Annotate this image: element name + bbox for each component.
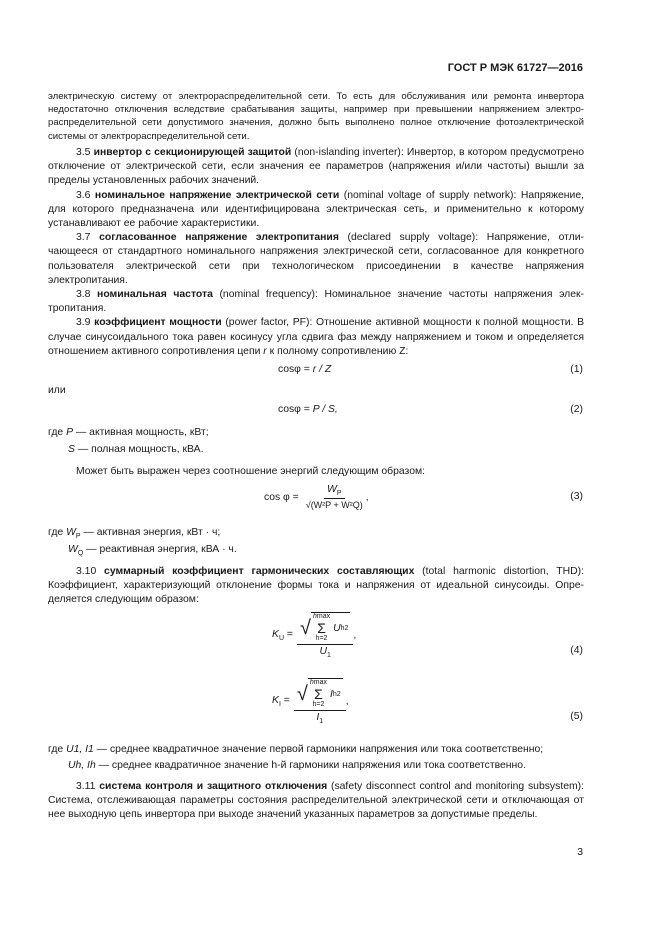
- section-3-9: [48, 316, 584, 359]
- symbol: P: [66, 427, 73, 438]
- where-prefix: где: [48, 427, 67, 438]
- phi-symbol: φ: [294, 404, 301, 415]
- or-word: или: [48, 385, 66, 396]
- dash: —: [83, 544, 100, 555]
- section-number: 3.6: [76, 189, 91, 201]
- where-prefix: где: [48, 744, 67, 755]
- var-k: K: [272, 695, 279, 706]
- intro-text: электрическую систему от электрораспределительной сети. То есть для обслуживания или ремонта инвертора недостаточно отключения вследствие срабатывания защиты, например при превышении напряжением электрораспределительной сети допустимого значения, должно быть выполнено полное отключение фотоэлектрической системы от электрораспределительной сети.: [48, 91, 584, 142]
- symbol-r: r: [263, 345, 267, 357]
- where-item-wp: [48, 527, 220, 540]
- where-item-wq: [68, 544, 237, 557]
- section-3-5: [48, 146, 584, 189]
- var-u1: U: [319, 646, 327, 657]
- var-i1: I: [316, 712, 320, 723]
- equation-4: $K_U$ = √ hmax Σ h=2 U h 2 $U_1$ ,: [272, 613, 357, 660]
- section-number: 3.5: [76, 147, 91, 158]
- where-item-p: [48, 427, 209, 438]
- term: инвертор с секционирующей защитой: [93, 147, 292, 158]
- section-number: 3.10: [76, 566, 97, 577]
- var-i: I: [329, 688, 333, 700]
- numerator: √ hmax Σ h=2 I h 2: [294, 678, 346, 711]
- equation-rhs: P / S,: [312, 404, 338, 415]
- definition: (safety disconnect control and monitoring subsystem): Система, отслеживающая параметры состояния распределительной электрической сети и отключающая от нее выходную цепь инвертора при выходе значений указанных параметров за допустимые пределы.: [48, 781, 584, 821]
- description: полная мощность, кВА.: [91, 444, 204, 455]
- sub-u: U: [278, 635, 284, 643]
- section-number: 3.11: [76, 781, 96, 792]
- symbol: W: [66, 527, 76, 538]
- section-3-7: [48, 231, 584, 288]
- phi-symbol: φ: [294, 364, 301, 375]
- section-number: 3.7: [76, 232, 91, 244]
- section-number: 3.9: [76, 317, 91, 329]
- definition: (declared supply voltage): Напряжение, отличающееся от стандартного номинального напряжения электрической сети, согласованное для конкретного пользователя электрической сети при технологическом присоединении в качестве напряжения электропитания.: [48, 232, 584, 286]
- equation-2-number: (2): [570, 404, 583, 415]
- sub-1: 1: [327, 652, 331, 660]
- sub-p: P: [336, 490, 342, 498]
- term: суммарный коэффициент гармонических составляющих: [104, 566, 415, 577]
- definition-b: к полному сопротивлению Z:: [266, 345, 409, 357]
- intro-paragraph: [48, 90, 584, 143]
- description: активная энергия, кВт · ч;: [96, 527, 221, 538]
- definition: (non-islanding inverter): Инвертор, в котором предусмотрено отключение от электрической сети, если значения ее параметров (напряжения и/или частоты) вышли за пределы установленных рабочих значений.: [48, 147, 584, 187]
- section-3-11: [48, 780, 584, 823]
- energy-intro: Может быть выражен через соотношение энергий следующим образом:: [76, 466, 426, 477]
- denominator: [316, 645, 333, 659]
- document-header: ГОСТ Р МЭК 61727—2016: [447, 62, 583, 74]
- upper-h: h: [309, 679, 314, 686]
- section-number: 3.8: [76, 289, 91, 301]
- equation-1-number: (1): [570, 364, 583, 375]
- definitions-block-2: [48, 565, 584, 608]
- section-3-6: [48, 189, 584, 232]
- definitions-block-1: [48, 146, 584, 359]
- description: среднее квадратичное значение первой гармоники напряжения или тока соответственно;: [109, 744, 544, 755]
- cos-fn: cos: [278, 404, 295, 415]
- definition: (total harmonic distortion, THD): Коэффициент, характеризующий отклонение формы тока и напряжения от идеальной синусоиды. Определяется следующим образом:: [48, 566, 584, 606]
- fraction: [303, 484, 366, 510]
- equation-5: $K_I$ = √ hmax Σ h=2 I h 2 $I_1$ ,: [272, 679, 349, 726]
- dash: —: [80, 527, 97, 538]
- numerator: √ hmax Σ h=2 U h 2: [297, 612, 353, 645]
- dash: —: [74, 444, 92, 455]
- sub-1: 1: [319, 718, 324, 726]
- denominator: √(W²P + W²Q): [305, 500, 363, 511]
- definition: (nominal voltage of supply network): Напряжение, для которого предназначена или идентифицирована электрическая сеть, и применительно к которому устанавливают ее рабочие характеристики.: [48, 189, 584, 230]
- lower-limit: h=2: [312, 701, 325, 708]
- equals-sign: =: [300, 364, 313, 375]
- description: среднее квадратичное значение h-й гармоники напряжения или тока соответственно.: [111, 760, 526, 771]
- dash: —: [95, 760, 112, 771]
- definition-a: (power factor, PF): Отношение активной мощности к полной мощности. В случае синусоидального тока равен косинусу угла сдвига фаз между напряжением и током и определяется отношением активного сопротивления цепи: [48, 317, 584, 357]
- var-w: W: [327, 484, 337, 495]
- dash: —: [93, 744, 110, 755]
- upper-h: h: [312, 613, 317, 620]
- description: реактивная энергия, кВА · ч.: [99, 544, 237, 555]
- term: номинальная частота: [97, 289, 213, 301]
- equation-5-number: (5): [570, 711, 583, 722]
- term: коэффициент мощности: [94, 317, 222, 329]
- section-3-10: [48, 565, 584, 608]
- term: согласованное напряжение электропитания: [99, 232, 339, 244]
- term: номинальное напряжение электрической сети: [94, 189, 340, 201]
- fraction: [297, 612, 353, 659]
- lower-limit: h=2: [315, 635, 328, 642]
- section-3-8: [48, 288, 584, 316]
- numerator: [324, 484, 344, 499]
- symbol: W: [68, 544, 78, 555]
- sum-symbol: Σ: [314, 686, 323, 702]
- sub-h: h: [340, 624, 345, 632]
- symbol: U1, I1: [66, 744, 94, 755]
- var-u: U: [333, 622, 341, 634]
- fraction: [294, 678, 346, 725]
- var-k: K: [272, 629, 279, 640]
- upper-max: max: [313, 679, 327, 686]
- subscript: P: [75, 533, 81, 541]
- symbol: S: [68, 444, 75, 455]
- equation-3-number: (3): [570, 491, 583, 502]
- equation-rhs: r / Z: [312, 364, 332, 375]
- dash: —: [73, 427, 90, 438]
- cos-fn: cos: [278, 364, 295, 375]
- equation-4-number: (4): [570, 645, 583, 656]
- sum-symbol: Σ: [317, 620, 326, 636]
- where-item-s: [68, 444, 203, 455]
- upper-max: max: [316, 613, 331, 620]
- lhs: $K_I$ =: [272, 695, 290, 709]
- denominator: [313, 711, 326, 725]
- equation-3: cos φ = $\frac{W_P}{\text{√(W²P + W²Q)}}$ ,: [264, 484, 369, 511]
- equation-1: [278, 364, 331, 375]
- description: активная мощность, кВт;: [89, 427, 209, 438]
- term: система контроля и защитного отключения: [99, 781, 328, 792]
- equation-lhs: cos φ =: [264, 491, 299, 503]
- sub-i: I: [278, 701, 281, 709]
- equals-sign: =: [300, 404, 313, 415]
- definitions-block-3: [48, 780, 584, 823]
- definition: (nominal frequency): Номинальное значение частоты напряжения электропитания.: [48, 289, 584, 315]
- where-prefix: где: [48, 527, 67, 538]
- subscript: Q: [77, 550, 84, 558]
- where-item-uh-ih: [68, 760, 526, 771]
- lhs: $K_U$ =: [272, 629, 293, 643]
- where-item-u1-i1: [48, 744, 543, 755]
- sub-h: h: [332, 690, 337, 698]
- equation-2: [278, 404, 338, 415]
- page-number: 3: [577, 847, 583, 858]
- symbol: Uh, Ih: [68, 760, 96, 771]
